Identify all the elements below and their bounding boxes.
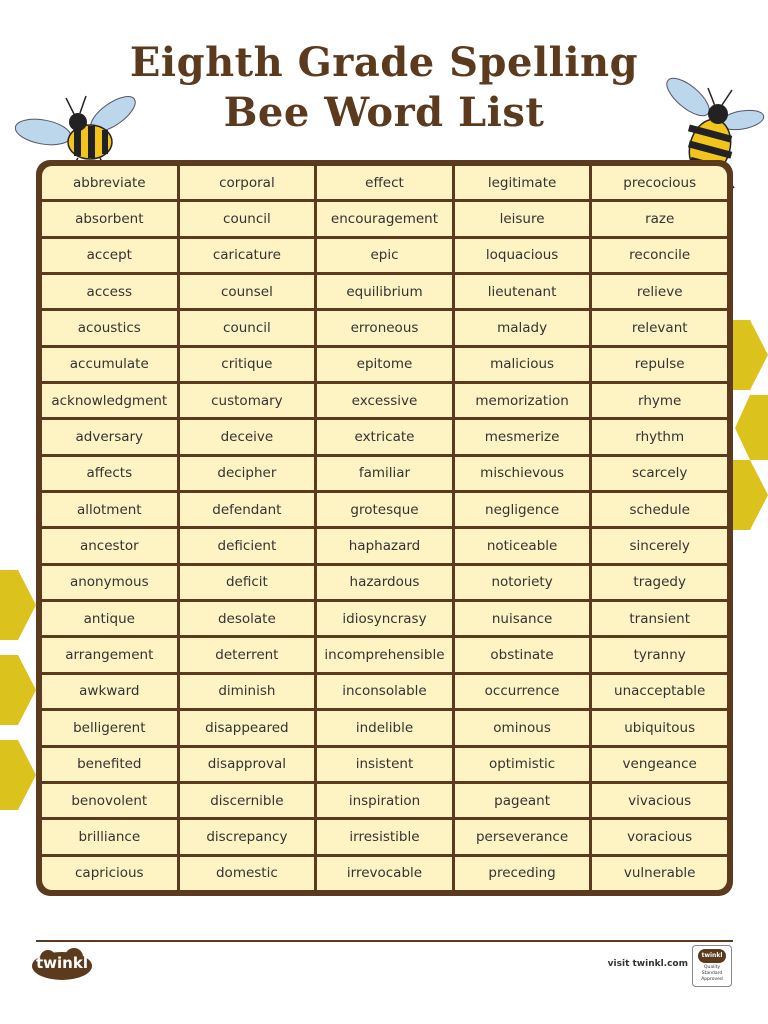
- word-cell: encouragement: [317, 202, 452, 235]
- word-cell: capricious: [42, 857, 177, 890]
- table-row: [42, 166, 727, 199]
- word-cell: corporal: [180, 166, 315, 199]
- word-cell: raze: [592, 202, 727, 235]
- table-row: [42, 239, 727, 272]
- table-row: [42, 275, 727, 308]
- visit-link[interactable]: visit twinkl.com: [607, 959, 688, 969]
- word-cell: absorbent: [42, 202, 177, 235]
- word-cell: ominous: [455, 711, 590, 744]
- word-cell: noticeable: [455, 529, 590, 562]
- table-row: [42, 384, 727, 417]
- word-cell: benovolent: [42, 784, 177, 817]
- word-cell: customary: [180, 384, 315, 417]
- word-cell: occurrence: [455, 675, 590, 708]
- word-cell: decipher: [180, 457, 315, 490]
- word-cell: malicious: [455, 348, 590, 381]
- word-cell: indelible: [317, 711, 452, 744]
- honeycomb-left-decoration: [0, 570, 40, 840]
- table-row: [42, 493, 727, 526]
- title-line-1: Eighth Grade Spelling: [129, 39, 639, 86]
- word-cell: counsel: [180, 275, 315, 308]
- word-cell: tragedy: [592, 566, 727, 599]
- word-cell: adversary: [42, 420, 177, 453]
- word-grid: [39, 163, 730, 893]
- word-cell: ancestor: [42, 529, 177, 562]
- word-list-table: [36, 160, 733, 896]
- badge-logo: twinkl: [698, 949, 726, 963]
- word-cell: extricate: [317, 420, 452, 453]
- table-row: [42, 711, 727, 744]
- word-cell: accept: [42, 239, 177, 272]
- word-cell: deceive: [180, 420, 315, 453]
- word-cell: deficient: [180, 529, 315, 562]
- table-row: [42, 784, 727, 817]
- word-cell: critique: [180, 348, 315, 381]
- table-row: [42, 457, 727, 490]
- word-cell: voracious: [592, 820, 727, 853]
- word-cell: discernible: [180, 784, 315, 817]
- word-cell: grotesque: [317, 493, 452, 526]
- table-row: [42, 202, 727, 235]
- word-cell: repulse: [592, 348, 727, 381]
- table-row: [42, 566, 727, 599]
- word-cell: inconsolable: [317, 675, 452, 708]
- word-cell: allotment: [42, 493, 177, 526]
- table-row: [42, 675, 727, 708]
- word-cell: inspiration: [317, 784, 452, 817]
- word-cell: notoriety: [455, 566, 590, 599]
- word-cell: disapproval: [180, 748, 315, 781]
- quality-badge: [692, 945, 732, 987]
- word-cell: schedule: [592, 493, 727, 526]
- word-cell: defendant: [180, 493, 315, 526]
- word-cell: mesmerize: [455, 420, 590, 453]
- word-cell: preceding: [455, 857, 590, 890]
- word-cell: scarcely: [592, 457, 727, 490]
- word-cell: caricature: [180, 239, 315, 272]
- word-cell: nuisance: [455, 602, 590, 635]
- word-cell: effect: [317, 166, 452, 199]
- word-cell: vulnerable: [592, 857, 727, 890]
- word-cell: familiar: [317, 457, 452, 490]
- word-cell: desolate: [180, 602, 315, 635]
- word-cell: malady: [455, 311, 590, 344]
- footer-divider: [36, 940, 733, 942]
- word-cell: acoustics: [42, 311, 177, 344]
- word-cell: erroneous: [317, 311, 452, 344]
- word-cell: deterrent: [180, 638, 315, 671]
- word-cell: perseverance: [455, 820, 590, 853]
- word-cell: rhythm: [592, 420, 727, 453]
- word-cell: insistent: [317, 748, 452, 781]
- word-cell: deficit: [180, 566, 315, 599]
- word-cell: rhyme: [592, 384, 727, 417]
- word-cell: equilibrium: [317, 275, 452, 308]
- word-cell: excessive: [317, 384, 452, 417]
- word-cell: haphazard: [317, 529, 452, 562]
- word-cell: mischievous: [455, 457, 590, 490]
- word-cell: obstinate: [455, 638, 590, 671]
- word-cell: accumulate: [42, 348, 177, 381]
- word-cell: lieutenant: [455, 275, 590, 308]
- word-cell: epic: [317, 239, 452, 272]
- word-cell: affects: [42, 457, 177, 490]
- table-row: [42, 638, 727, 671]
- table-row: [42, 602, 727, 635]
- table-row: [42, 748, 727, 781]
- word-cell: irresistible: [317, 820, 452, 853]
- word-cell: reconcile: [592, 239, 727, 272]
- word-cell: acknowledgment: [42, 384, 177, 417]
- table-row: [42, 857, 727, 890]
- word-cell: vivacious: [592, 784, 727, 817]
- word-cell: abbreviate: [42, 166, 177, 199]
- word-cell: hazardous: [317, 566, 452, 599]
- word-cell: negligence: [455, 493, 590, 526]
- word-cell: anonymous: [42, 566, 177, 599]
- word-cell: sincerely: [592, 529, 727, 562]
- twinkl-logo[interactable]: [30, 948, 94, 984]
- word-cell: transient: [592, 602, 727, 635]
- title-line-2: Bee Word List: [223, 89, 545, 136]
- word-cell: unacceptable: [592, 675, 727, 708]
- badge-text: Quality Standard Approved: [701, 965, 723, 982]
- word-cell: leisure: [455, 202, 590, 235]
- word-cell: incomprehensible: [317, 638, 452, 671]
- table-row: [42, 820, 727, 853]
- table-row: [42, 420, 727, 453]
- word-cell: awkward: [42, 675, 177, 708]
- word-cell: vengeance: [592, 748, 727, 781]
- logo-text: twinkl: [36, 954, 88, 972]
- word-cell: access: [42, 275, 177, 308]
- word-cell: ubiquitous: [592, 711, 727, 744]
- word-cell: legitimate: [455, 166, 590, 199]
- word-cell: epitome: [317, 348, 452, 381]
- table-row: [42, 311, 727, 344]
- word-cell: disappeared: [180, 711, 315, 744]
- word-cell: council: [180, 311, 315, 344]
- word-cell: belligerent: [42, 711, 177, 744]
- word-cell: discrepancy: [180, 820, 315, 853]
- word-cell: memorization: [455, 384, 590, 417]
- word-cell: diminish: [180, 675, 315, 708]
- word-cell: irrevocable: [317, 857, 452, 890]
- word-cell: tyranny: [592, 638, 727, 671]
- table-row: [42, 348, 727, 381]
- table-row: [42, 529, 727, 562]
- word-cell: benefited: [42, 748, 177, 781]
- word-cell: relieve: [592, 275, 727, 308]
- word-cell: arrangement: [42, 638, 177, 671]
- word-cell: antique: [42, 602, 177, 635]
- word-cell: pageant: [455, 784, 590, 817]
- word-cell: relevant: [592, 311, 727, 344]
- word-cell: idiosyncrasy: [317, 602, 452, 635]
- word-cell: council: [180, 202, 315, 235]
- word-cell: optimistic: [455, 748, 590, 781]
- word-cell: precocious: [592, 166, 727, 199]
- word-cell: loquacious: [455, 239, 590, 272]
- word-cell: brilliance: [42, 820, 177, 853]
- word-cell: domestic: [180, 857, 315, 890]
